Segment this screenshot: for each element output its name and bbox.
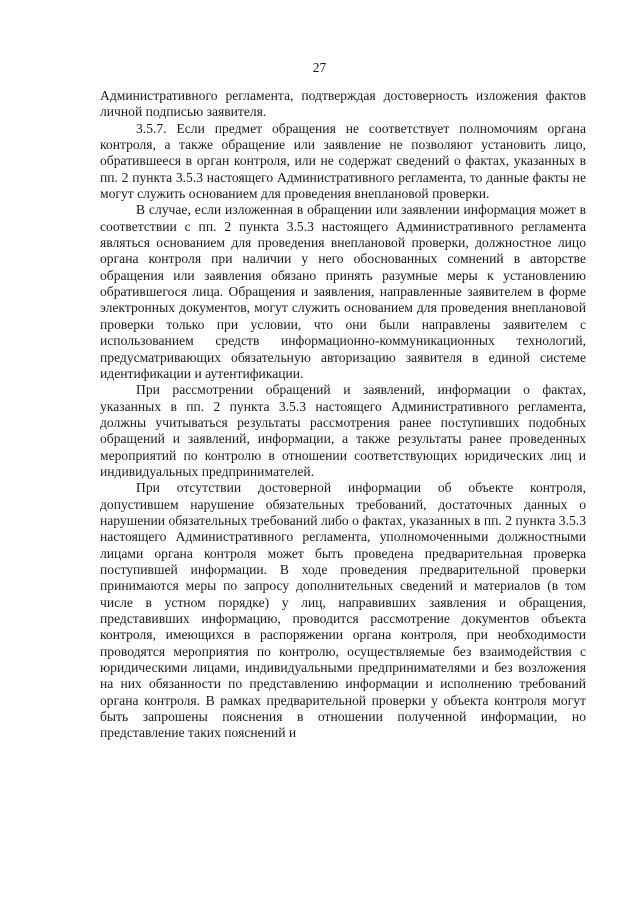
paragraph-doubtful-authorship: В случае, если изложенная в обращении или заявлении информация может в соответствии с пп. 2 пункта 3.5.3 настоящего Административного регламента являться основанием для проведения внеплановой проверки, должностное лицо органа контроля при наличии у него обоснованных сомнений в авторстве обращения или заявления обязано принять разумные меры к установлению обратившегося лица. Обращения и заявления, направленные заявителем в форме электронных документов, могут служить основанием для проведения внеплановой проверки только при условии, что они были направлены заявителем с использованием средств информационно-коммуникационных технологий, предусматривающих обязательную авторизацию заявителя в единой системе идентификации и аутентификации. [100,202,586,381]
paragraph-continuation: Административного регламента, подтверждая достоверность изложения фактов личной подписью заявителя. [100,88,586,120]
paragraph-3-5-7: 3.5.7. Если предмет обращения не соответствует полномочиям органа контроля, а также обращение или заявление не позволяют установить лицо, обратившееся в орган контроля, или не содержат сведений о фактах, указанных в пп. 2 пункта 3.5.3 настоящего Административного регламента, то данные факты не могут служить основанием для проведения внеплановой проверки. [100,120,586,202]
page-number: 27 [312,60,327,75]
paragraph-prior-results: При рассмотрении обращений и заявлений, информации о фактах, указанных в пп. 2 пункта 3.5.3 настоящего Административного регламента, должны учитываться результаты рассмотрения ранее поступивших подобных обращений и заявлений, информации, а также результаты ранее проведенных мероприятий по контролю в отношении соответствующих юридических лиц и индивидуальных предпринимателей. [100,382,586,479]
document-body [100,88,586,742]
paragraph-preliminary-check: При отсутствии достоверной информации об объекте контроля, допустившем нарушение обязательных требований, достаточных данных о нарушении обязательных требований либо о фактах, указанных в пп. 2 пункта 3.5.3 настоящего Административного регламента, уполномоченными должностными лицами органа контроля может быть проведена предварительная проверка поступившей информации. В ходе проведения предварительной проверки принимаются меры по запросу дополнительных сведений и материалов (в том числе в устном порядке) у лиц, направивших заявления и обращения, представивших информацию, проводится рассмотрение документов объекта контроля, имеющихся в распоряжении органа контроля, при необходимости проводятся мероприятия по контролю, осуществляемые без взаимодействия с юридическими лицами, индивидуальными предпринимателями и без возложения на них обязанности по представлению информации и исполнению требований органа контроля. В рамках предварительной проверки у объекта контроля могут быть запрошены пояснения в отношении полученной информации, но представление таких пояснений и [100,480,586,741]
